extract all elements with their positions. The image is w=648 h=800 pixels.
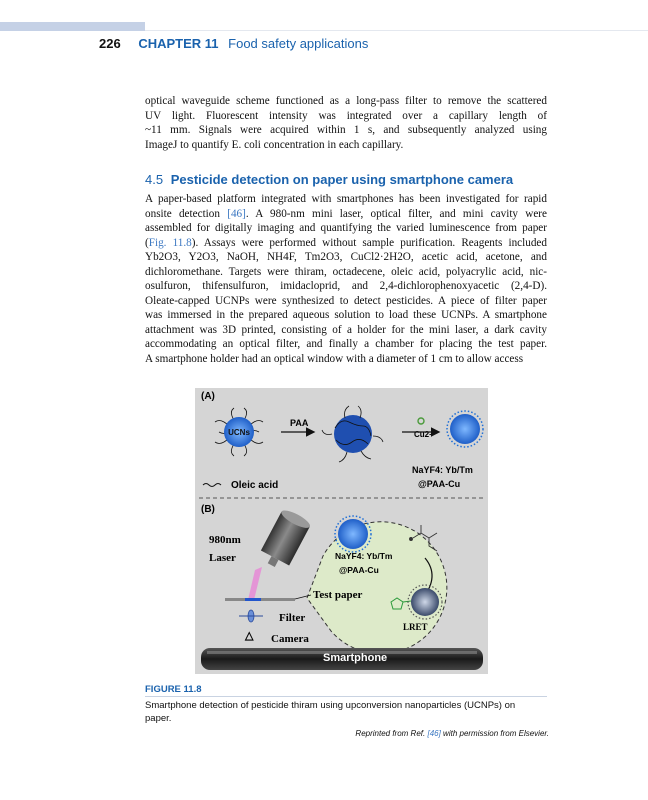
camera-label: Camera [271, 633, 309, 645]
section-number: 4.5 [145, 172, 164, 187]
panel-a-label: (A) [201, 391, 215, 402]
nayf-label-a-line2: @PAA-Cu [418, 479, 461, 489]
text-line [145, 207, 547, 222]
figure-label: FIGURE 11.8 [145, 684, 202, 695]
citation-link[interactable]: [46] [227, 207, 246, 220]
text-span: ( [145, 236, 149, 249]
text-line: dichloromethane. Targets were thiram, octadecene, oleic acid, polyacrylic acid, nic- [145, 265, 547, 278]
text-span: . A 980-nm mini laser, optical filter, and mini cavity were [245, 207, 548, 220]
text-line [145, 236, 547, 251]
paragraph-intro [145, 94, 547, 152]
test-paper-label: Test paper [313, 589, 363, 601]
nayf-label-b-line1: NaYF4: Yb/Tm [335, 551, 393, 561]
figure-link[interactable]: Fig. 11.8 [148, 236, 192, 249]
credit-prefix: Reprinted from Ref. [355, 729, 426, 738]
nayf-label-a-line1: NaYF4: Yb/Tm [412, 465, 473, 475]
credit-citation-link[interactable]: [46] [427, 729, 441, 738]
figure-caption: Smartphone detection of pesticide thiram using upconversion nanoparticles (UCNPs) on paper. [145, 700, 516, 724]
text-line: A smartphone holder had an optical window with a diameter of 1 cm to allow access [145, 352, 524, 365]
chapter-title: Food safety applications [228, 36, 369, 51]
text-line: A paper-based platform integrated with smartphones has been investigated for rapid [145, 193, 547, 205]
header-rule [145, 30, 648, 31]
page-number: 226 [99, 36, 121, 51]
text-line: assembled for digitally imaging and quantifying the varied luminescence from paper [145, 222, 547, 234]
running-header [99, 36, 368, 51]
text-span: ). Assays were performed without sample purification. Reagents included [191, 236, 547, 249]
laser-label-line1: 980nm [209, 534, 241, 546]
paragraph-pesticide [145, 192, 547, 366]
nayf-label-b-line2: @PAA-Cu [339, 565, 379, 575]
panel-b-label: (B) [201, 504, 215, 515]
test-paper-spot [245, 598, 261, 601]
figure-11-8 [195, 388, 488, 674]
cu-label: Cu2+ [414, 430, 434, 439]
smartphone-label: Smartphone [323, 652, 388, 664]
text-line: optical waveguide scheme functioned as a long-pass filter to remove the scattered [145, 95, 547, 107]
text-line: UV light. Fluorescent intensity was integrated over a capillary length of [145, 109, 547, 122]
filter-label: Filter [279, 612, 306, 624]
paa-label: PAA [290, 418, 309, 428]
ucns-label: UCNs [228, 428, 250, 437]
text-span: onsite detection [145, 207, 220, 220]
chapter-number: CHAPTER 11 [138, 36, 219, 51]
nayf-particle-b [335, 516, 371, 552]
camera-icon: △ [245, 630, 254, 642]
text-line: accommodating an optical filter, and finally a chamber for placing the test paper. [145, 338, 547, 350]
laser-label-line2: Laser [209, 552, 236, 564]
text-line: Oleate-capped UCNPs were synthesized to detect pesticides. A piece of filter paper [145, 294, 547, 307]
oleic-acid-label: Oleic acid [231, 480, 279, 491]
nayf-paa-cu-particle [447, 411, 483, 447]
text-line: attachment was 3D printed, consisting of a holder for the mini laser, a dark cavity [145, 323, 547, 336]
text-line: osulfuron, thifensulfuron, imidacloprid, and 2,4-dichlorophenoxyacetic (2,4-D). [145, 280, 547, 292]
section-title: Pesticide detection on paper using smartphone camera [170, 172, 514, 187]
header-accent-bar [0, 22, 145, 31]
figure-credit [355, 729, 549, 738]
text-line: Yb2O3, Y2O3, NaOH, NH4F, Tm2O3, CuCl2·2H2O, acetic acid, acetone, and [145, 251, 547, 263]
text-line: was immersed in the prepared aqueous solution to load these UCNPs. A smartphone [145, 309, 547, 321]
lret-label: LRET [403, 622, 428, 632]
text-line: ImageJ to quantify E. coli concentration in each capillary. [145, 138, 404, 151]
credit-suffix: with permission from Elsevier. [443, 729, 549, 738]
section-heading [145, 172, 513, 187]
text-line: ~11 mm. Signals were acquired within 1 s, and subsequently analyzed using [145, 124, 547, 136]
caption-rule [145, 696, 547, 697]
